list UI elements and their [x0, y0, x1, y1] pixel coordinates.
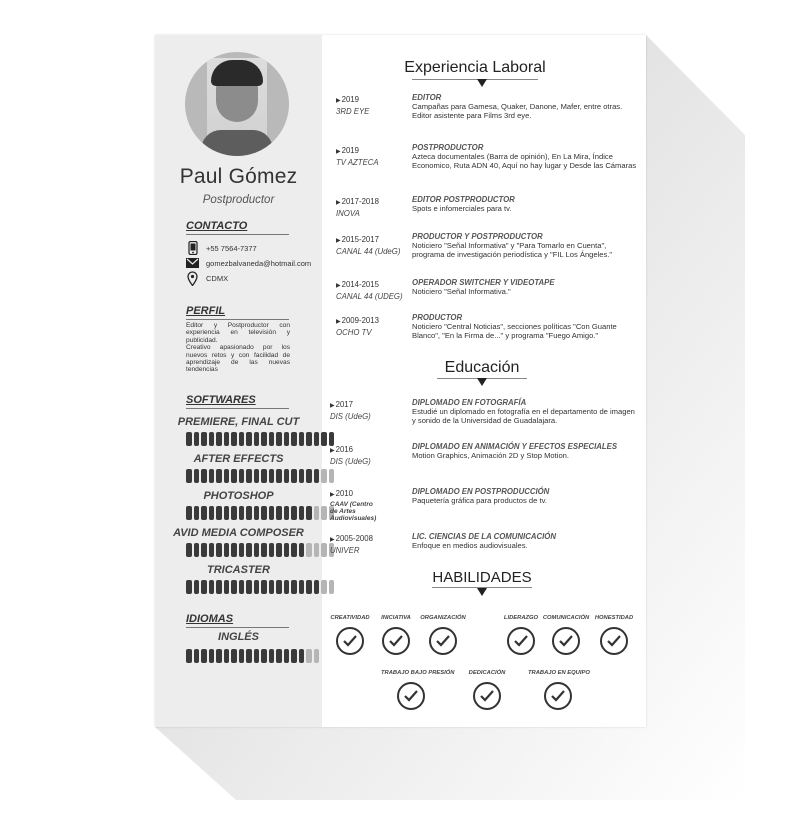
- level-segment: [201, 580, 207, 594]
- level-segment: [299, 506, 305, 520]
- level-segment: [186, 506, 192, 520]
- level-segment: [209, 469, 215, 483]
- level-segment: [276, 432, 282, 446]
- entry-role: POSTPRODUCTOR: [412, 143, 484, 152]
- softwares-rule: [186, 408, 289, 409]
- level-segment: [194, 432, 200, 446]
- educacion-title: Educación: [444, 359, 520, 376]
- check-icon: [397, 682, 425, 710]
- level-segment: [291, 543, 297, 557]
- level-segment: [231, 580, 237, 594]
- level-segment: [269, 506, 275, 520]
- entry-place: DIS (UdeG): [330, 457, 371, 466]
- level-segment: [276, 580, 282, 594]
- entry-year: ▶ 2014-2015: [336, 280, 379, 289]
- entry-role: PRODUCTOR Y POSTPRODUCTOR: [412, 232, 543, 241]
- level-segment: [284, 649, 290, 663]
- entry-year: ▶ 2005-2008: [330, 534, 373, 543]
- skill-label: DEDICACIÓN: [468, 670, 506, 676]
- entry-place: TV AZTECA: [336, 158, 379, 167]
- level-segment: [306, 649, 312, 663]
- level-segment: [314, 543, 320, 557]
- entry-year: ▶ 2019: [336, 146, 359, 155]
- entry-place: INOVA: [336, 209, 360, 218]
- level-segment: [306, 580, 312, 594]
- check-icon: [382, 627, 410, 655]
- level-segment: [329, 432, 335, 446]
- contact-phone: [186, 241, 257, 255]
- level-segment: [194, 506, 200, 520]
- software-name: TRICASTER: [207, 564, 270, 576]
- skill-label: COMUNICACIÓN: [542, 615, 590, 621]
- educacion-arrow-icon: [477, 378, 487, 386]
- level-segment: [284, 580, 290, 594]
- level-segment: [299, 543, 305, 557]
- level-segment: [269, 469, 275, 483]
- level-segment: [291, 432, 297, 446]
- entry-year: ▶ 2010: [330, 489, 353, 498]
- skill-item: [381, 670, 455, 710]
- contact-location: [186, 271, 228, 285]
- entry-year: ▶ 2016: [330, 445, 353, 454]
- skill-item: [413, 615, 473, 655]
- software-level-bar: [186, 543, 334, 557]
- phone-icon: [186, 242, 199, 255]
- level-segment: [231, 649, 237, 663]
- level-segment: [306, 543, 312, 557]
- level-segment: [216, 432, 222, 446]
- level-segment: [186, 580, 192, 594]
- skill-label: TRABAJO BAJO PRESIÓN: [381, 670, 455, 676]
- software-name: PHOTOSHOP: [203, 490, 274, 502]
- level-segment: [239, 580, 245, 594]
- level-segment: [284, 469, 290, 483]
- level-segment: [284, 432, 290, 446]
- level-segment: [201, 649, 207, 663]
- level-segment: [231, 469, 237, 483]
- level-segment: [321, 506, 327, 520]
- entry-year: ▶ 2009-2013: [336, 316, 379, 325]
- level-segment: [299, 469, 305, 483]
- entry-desc: Noticiero "Señal Informativa.": [412, 287, 511, 296]
- level-segment: [314, 469, 320, 483]
- level-segment: [254, 543, 260, 557]
- software-level-bar: [186, 432, 334, 446]
- skill-label: LIDERAZGO: [503, 615, 539, 621]
- perfil-text: Editor y Postproductor con experiencia en televisión y publicidad. Creativo apasionado por los nuevos retos y con facilidad de aprendizaje de las nuevas tendencias: [186, 322, 290, 374]
- level-segment: [299, 649, 305, 663]
- skill-label: CREATIVIDAD: [330, 615, 370, 621]
- entry-desc: Motion Graphics, Animación 2D y Stop Motion.: [412, 451, 570, 460]
- contact-email-text: gomezbalvaneda@hotmail.com: [206, 258, 312, 268]
- level-segment: [261, 506, 267, 520]
- contact-email: [186, 256, 311, 270]
- level-segment: [299, 432, 305, 446]
- level-segment: [186, 432, 192, 446]
- level-segment: [321, 543, 327, 557]
- level-segment: [239, 469, 245, 483]
- level-segment: [321, 432, 327, 446]
- person-name: Paul Gómez: [179, 165, 298, 188]
- language-level-bar: [186, 649, 319, 663]
- level-segment: [314, 506, 320, 520]
- level-segment: [291, 649, 297, 663]
- level-segment: [261, 432, 267, 446]
- entry-desc: Noticiero "Central Noticias", secciones políticas "Con Guante Blanco", "En la Firma de..." y programa "Fuego Amigo.": [412, 322, 617, 341]
- level-segment: [216, 649, 222, 663]
- entry-year: ▶ 2017: [330, 400, 353, 409]
- contact-phone-text: +55 7564-7377: [206, 243, 257, 253]
- level-segment: [186, 649, 192, 663]
- level-segment: [239, 506, 245, 520]
- profile-photo: [185, 52, 289, 156]
- entry-desc: Enfoque en medios audiovisuales.: [412, 541, 528, 550]
- entry-year: ▶ 2015-2017: [336, 235, 379, 244]
- habilidades-arrow-icon: [477, 588, 487, 596]
- experiencia-title: Experiencia Laboral: [404, 59, 546, 76]
- level-segment: [291, 506, 297, 520]
- level-segment: [239, 432, 245, 446]
- level-segment: [209, 649, 215, 663]
- software-name: AVID MEDIA COMPOSER: [173, 527, 304, 539]
- level-segment: [291, 469, 297, 483]
- perfil-rule: [186, 319, 289, 320]
- check-icon: [544, 682, 572, 710]
- entry-place: 3RD EYE: [336, 107, 370, 116]
- level-segment: [194, 469, 200, 483]
- level-segment: [261, 469, 267, 483]
- level-segment: [321, 580, 327, 594]
- level-segment: [194, 543, 200, 557]
- skill-item: [584, 615, 644, 655]
- entry-role: EDITOR: [412, 93, 442, 102]
- level-segment: [329, 469, 335, 483]
- level-segment: [254, 432, 260, 446]
- level-segment: [276, 506, 282, 520]
- level-segment: [216, 469, 222, 483]
- software-name: AFTER EFFECTS: [193, 453, 284, 465]
- contact-location-text: CDMX: [206, 273, 229, 283]
- check-icon: [600, 627, 628, 655]
- entry-place: OCHO TV: [336, 328, 372, 337]
- entry-role: LIC. CIENCIAS DE LA COMUNICACIÓN: [412, 532, 556, 541]
- entry-desc: Estudié un diplomado en fotografía en el departamento de imagen y sonido de la Universidad de Guadalajara.: [412, 407, 635, 426]
- level-segment: [224, 432, 230, 446]
- language-name: INGLÉS: [218, 631, 259, 643]
- skill-label: HONESTIDAD: [594, 615, 634, 621]
- level-segment: [254, 649, 260, 663]
- level-segment: [186, 469, 192, 483]
- level-segment: [231, 543, 237, 557]
- level-segment: [239, 649, 245, 663]
- experiencia-title-line: [412, 79, 538, 80]
- habilidades-title: HABILIDADES: [432, 569, 532, 586]
- level-segment: [306, 432, 312, 446]
- level-segment: [269, 432, 275, 446]
- level-segment: [209, 543, 215, 557]
- resume-sheet: [155, 35, 646, 727]
- mail-icon: [186, 257, 199, 270]
- level-segment: [269, 649, 275, 663]
- level-segment: [194, 580, 200, 594]
- entry-role: DIPLOMADO EN FOTOGRAFÍA: [412, 398, 527, 407]
- entry-role: OPERADOR SWITCHER Y VIDEOTAPE: [412, 278, 555, 287]
- check-icon: [507, 627, 535, 655]
- level-segment: [299, 580, 305, 594]
- experiencia-arrow-icon: [477, 79, 487, 87]
- level-segment: [276, 469, 282, 483]
- level-segment: [209, 580, 215, 594]
- skill-label: ORGANIZACIÓN: [420, 615, 466, 621]
- entry-place: CANAL 44 (UDEG): [336, 292, 403, 301]
- level-segment: [276, 543, 282, 557]
- level-segment: [201, 469, 207, 483]
- idiomas-rule: [186, 627, 289, 628]
- level-segment: [254, 580, 260, 594]
- level-segment: [224, 506, 230, 520]
- contact-rule: [186, 234, 289, 235]
- entry-desc: Noticiero "Señal Informativa" y "Para Tomarlo en Cuenta", programa de investigación periodística y "FIL Los Ángeles.": [412, 241, 613, 260]
- level-segment: [314, 580, 320, 594]
- software-level-bar: [186, 506, 334, 520]
- level-segment: [194, 649, 200, 663]
- skill-item: [457, 670, 517, 710]
- skill-item: [528, 670, 588, 710]
- sidebar: [155, 35, 322, 727]
- level-segment: [314, 649, 320, 663]
- level-segment: [254, 506, 260, 520]
- level-segment: [329, 580, 335, 594]
- level-segment: [246, 543, 252, 557]
- level-segment: [216, 580, 222, 594]
- level-segment: [224, 649, 230, 663]
- entry-role: DIPLOMADO EN ANIMACIÓN Y EFECTOS ESPECIALES: [412, 442, 618, 451]
- level-segment: [246, 469, 252, 483]
- level-segment: [306, 506, 312, 520]
- entry-place: CAAV (Centro de Artes Audiovisuales): [330, 501, 377, 522]
- contact-title: CONTACTO: [186, 220, 248, 232]
- level-segment: [314, 432, 320, 446]
- level-segment: [246, 580, 252, 594]
- location-icon: [186, 272, 199, 285]
- entry-role: EDITOR POSTPRODUCTOR: [412, 195, 515, 204]
- entry-role: DIPLOMADO EN POSTPRODUCCIÓN: [412, 487, 550, 496]
- entry-desc: Campañas para Gamesa, Quaker, Danone, Mafer, entre otras. Editor asistente para Films 3rd eye.: [412, 102, 623, 121]
- softwares-title: SOFTWARES: [186, 394, 256, 406]
- check-icon: [336, 627, 364, 655]
- level-segment: [246, 506, 252, 520]
- entry-place: DIS (UdeG): [330, 412, 371, 421]
- level-segment: [216, 506, 222, 520]
- level-segment: [201, 543, 207, 557]
- entry-year: ▶ 2019: [336, 95, 359, 104]
- check-icon: [552, 627, 580, 655]
- level-segment: [224, 469, 230, 483]
- check-icon: [429, 627, 457, 655]
- level-segment: [209, 432, 215, 446]
- level-segment: [269, 580, 275, 594]
- level-segment: [284, 543, 290, 557]
- perfil-title: PERFIL: [186, 305, 226, 317]
- level-segment: [224, 580, 230, 594]
- software-level-bar: [186, 580, 334, 594]
- level-segment: [239, 543, 245, 557]
- level-segment: [254, 469, 260, 483]
- entry-place: UNIVER: [330, 546, 360, 555]
- level-segment: [284, 506, 290, 520]
- software-level-bar: [186, 469, 334, 483]
- level-segment: [186, 543, 192, 557]
- entry-desc: Azteca documentales (Barra de opinión), En La Mira, Índice Economico, Ruta ADN 40, Aquí no hay lugar y Desde las Cámaras: [412, 152, 637, 171]
- level-segment: [246, 649, 252, 663]
- level-segment: [261, 543, 267, 557]
- check-icon: [473, 682, 501, 710]
- level-segment: [269, 543, 275, 557]
- entry-role: PRODUCTOR: [412, 313, 463, 322]
- level-segment: [201, 506, 207, 520]
- entry-year: ▶ 2017-2018: [336, 197, 379, 206]
- entry-desc: Paquetería gráfica para productos de tv.: [412, 496, 547, 505]
- level-segment: [231, 506, 237, 520]
- level-segment: [209, 506, 215, 520]
- entry-place: CANAL 44 (UdeG): [336, 247, 401, 256]
- level-segment: [321, 469, 327, 483]
- level-segment: [224, 543, 230, 557]
- level-segment: [201, 432, 207, 446]
- level-segment: [261, 649, 267, 663]
- level-segment: [291, 580, 297, 594]
- idiomas-title: IDIOMAS: [186, 613, 234, 625]
- level-segment: [261, 580, 267, 594]
- person-role: Postproductor: [202, 194, 275, 206]
- entry-desc: Spots e infomerciales para tv.: [412, 204, 512, 213]
- level-segment: [306, 469, 312, 483]
- software-name: PREMIERE, FINAL CUT: [177, 416, 300, 428]
- skill-label: INICIATIVA: [381, 615, 411, 621]
- skill-label: TRABAJO EN EQUIPO: [528, 670, 590, 676]
- level-segment: [276, 649, 282, 663]
- level-segment: [216, 543, 222, 557]
- level-segment: [246, 432, 252, 446]
- level-segment: [231, 432, 237, 446]
